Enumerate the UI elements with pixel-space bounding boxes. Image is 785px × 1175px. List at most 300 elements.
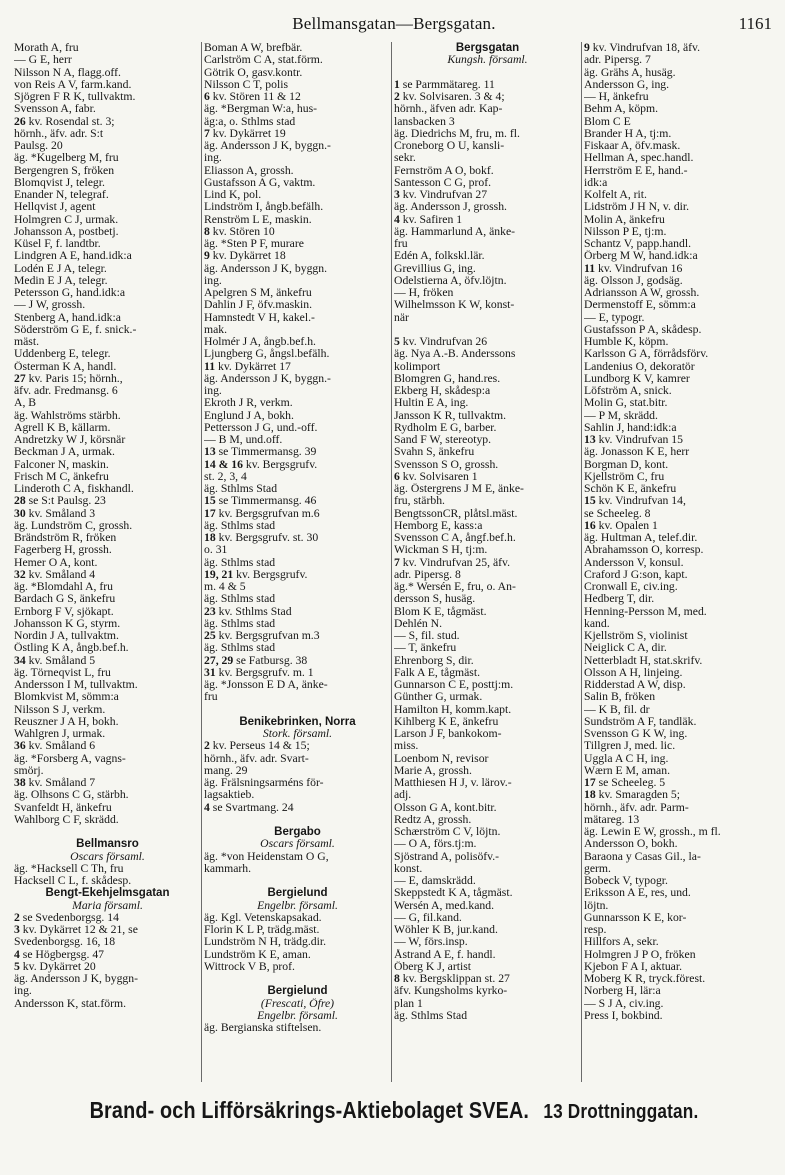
column-divider xyxy=(391,42,392,1082)
property-number: 2 xyxy=(394,91,400,103)
directory-entry: Wahlborg C F, skrädd. xyxy=(14,813,119,826)
directory-entry: Svensson A, fabr. xyxy=(14,103,96,116)
directory-entry: — K B, fil. dr xyxy=(584,703,650,716)
directory-entry: Fagerberg H, grossh. xyxy=(14,544,112,557)
directory-entry: Lindgren A E, hand.idk:a xyxy=(14,250,132,263)
directory-entry: Günther G, urmak. xyxy=(394,691,483,704)
directory-entry: Ehrenborg S, dir. xyxy=(394,654,474,667)
directory-entry: se Scheeleg. 8 xyxy=(584,507,651,520)
directory-entry: 27, 29 se Fatbursg. 38 xyxy=(204,654,308,667)
directory-entry: Lidström J H N, v. dir. xyxy=(584,201,690,214)
directory-entry: idk:a xyxy=(584,176,608,189)
directory-entry: Hultin E A, ing. xyxy=(394,397,469,410)
directory-entry: Åstrand A E, f. handl. xyxy=(394,948,496,961)
property-number: 13 xyxy=(584,434,596,446)
property-number: 18 xyxy=(204,532,216,544)
directory-entry: äfv. adr. Fredmansg. 6 xyxy=(14,385,118,397)
directory-entry: Svensson G K W, ing. xyxy=(584,728,688,740)
directory-entry: Enander N, telegraf. xyxy=(14,189,109,201)
advertisement-text: Brand- och Lifförsäkrings-Aktiebolaget SVEA. xyxy=(89,1097,530,1123)
directory-entry: äg. *Kugelberg M, fru xyxy=(14,152,119,165)
directory-entry: äg. *Jonsson E D A, änke- xyxy=(204,679,328,691)
directory-entry: Wöhler K B, jur.kand. xyxy=(394,924,498,936)
directory-entry: 31 kv. Bergsgrufv. m. 1 xyxy=(204,666,314,679)
directory-entry: fru xyxy=(394,238,408,250)
running-title: Bellmansgatan—Bergsgatan. xyxy=(292,14,496,33)
directory-entry: 2 se Svedenborgsg. 14 xyxy=(14,911,119,924)
directory-entry: Nilsson P E, tj:m. xyxy=(584,225,667,238)
property-number: 8 xyxy=(394,973,400,985)
parish-label: Kungsh. församl. xyxy=(447,54,528,67)
directory-entry: hörnh., äfv. adr. Parm- xyxy=(584,801,689,814)
directory-entry: Norberg H, lär:a xyxy=(584,985,661,998)
directory-entry: när xyxy=(394,311,409,324)
directory-entry: — J W, grossh. xyxy=(14,299,86,312)
directory-entry: Adriansson A W, grossh. xyxy=(584,287,700,299)
directory-entry: 2 kv. Solvisaren. 3 & 4; xyxy=(394,91,505,103)
property-number: 38 xyxy=(14,777,26,789)
property-number: 3 xyxy=(394,189,400,201)
blank-line xyxy=(394,324,581,336)
directory-entry: Ridderstad A W, disp. xyxy=(584,679,686,691)
directory-entry: Schærström C V, löjtn. xyxy=(394,826,501,838)
directory-entry: Blomkvist M, sömm:a xyxy=(14,691,119,704)
directory-entry: Pettersson J G, und.-off. xyxy=(204,421,318,434)
directory-entry: Salin B, fröken xyxy=(584,691,656,704)
street-heading: Bergielund xyxy=(267,887,328,900)
directory-entry: Sundström A F, tandläk. xyxy=(584,715,697,728)
directory-columns xyxy=(14,42,774,1087)
directory-entry: kand. xyxy=(584,617,610,630)
directory-entry: Fernström A O, bokf. xyxy=(394,164,494,177)
directory-entry: Dermenstoff E, sömm:a xyxy=(584,299,696,312)
directory-entry: Loenbom N, revisor xyxy=(394,752,489,765)
directory-entry: 2 kv. Perseus 14 & 15; xyxy=(204,740,310,753)
directory-entry: adj. xyxy=(394,789,412,802)
directory-entry: Apelgren S M, änkefru xyxy=(204,287,312,299)
directory-entry: äg:a, o. Sthlms stad xyxy=(204,115,296,128)
directory-entry: fru, stärbh. xyxy=(394,495,445,508)
directory-entry: Holmgren J P O, fröken xyxy=(584,948,696,961)
street-heading: Bergielund xyxy=(267,985,328,998)
directory-entry: — S, fil. stud. xyxy=(394,630,460,642)
street-heading: Bergabo xyxy=(274,826,321,838)
directory-entry: Neiglick C A, dir. xyxy=(584,642,667,655)
parish-label: (Frescati, Öfre) xyxy=(260,997,335,1010)
directory-entry: äg. Sthlms stad xyxy=(204,593,276,606)
directory-entry: äg. *Blomdahl A, fru xyxy=(14,581,114,593)
directory-entry: Humble K, köpm. xyxy=(584,336,669,348)
directory-entry: Hemer O A, kont. xyxy=(14,556,98,569)
directory-entry: Johansson A, postbetj. xyxy=(14,225,119,238)
directory-entry: äg. Frälsningsarméns för- xyxy=(204,777,324,789)
street-heading: Benikebrinken, Norra xyxy=(239,715,356,728)
directory-entry: 36 kv. Småland 6 xyxy=(14,740,96,753)
directory-entry: Gunnarson C E, posttj:m. xyxy=(394,679,514,691)
property-number: 4 xyxy=(14,948,20,961)
directory-entry: Wærn E M, aman. xyxy=(584,764,671,777)
blank-line xyxy=(204,814,391,826)
directory-entry: 5 kv. Vindrufvan 26 xyxy=(394,336,488,348)
directory-entry: Lundström K E, aman. xyxy=(204,948,311,961)
directory-entry: hörnh., äfven adr. Kap- xyxy=(394,103,503,116)
directory-entry: ing. xyxy=(14,985,32,998)
property-number: 7 xyxy=(394,556,400,569)
directory-entry: Blom C E xyxy=(584,115,631,128)
directory-entry: dersson S, husäg. xyxy=(394,593,476,606)
directory-entry: mak. xyxy=(204,323,228,336)
directory-entry: Lind K, pol. xyxy=(204,189,262,201)
directory-entry: Lodén E J A, telegr. xyxy=(14,262,107,275)
directory-entry: Petersson G, hand.idk:a xyxy=(14,287,126,299)
blank-line xyxy=(14,826,201,838)
directory-entry: 13 se Timmermansg. 39 xyxy=(204,446,317,459)
directory-entry: 5 kv. Dykärret 20 xyxy=(14,960,96,973)
directory-entry: 16 kv. Opalen 1 xyxy=(584,519,658,532)
directory-entry: Santesson C G, prof. xyxy=(394,176,492,189)
directory-entry: äg. Sthlms stad xyxy=(204,519,276,532)
directory-entry: Uggla A C H, ing. xyxy=(584,752,669,765)
directory-entry: 8 kv. Bergsklippan st. 27 xyxy=(394,973,510,985)
directory-entry: Baraona y Casas Gil., la- xyxy=(584,850,701,863)
directory-entry: kolimport xyxy=(394,360,441,373)
directory-entry: 28 se S:t Paulsg. 23 xyxy=(14,495,106,508)
directory-entry: äg. *von Heidenstam O G, xyxy=(204,850,329,863)
directory-entry: Lindström I, ångb.befälh. xyxy=(204,201,324,214)
property-number: 5 xyxy=(394,336,400,348)
directory-entry: Craford J G:son, kapt. xyxy=(584,568,688,581)
directory-entry: smörj. xyxy=(14,764,44,777)
property-number: 6 xyxy=(204,91,210,103)
directory-entry: 17 kv. Bergsgrufvan m.6 xyxy=(204,507,320,520)
directory-entry: Svedenborgsg. 16, 18 xyxy=(14,936,116,949)
directory-entry: 17 se Scheeleg. 5 xyxy=(584,777,666,789)
directory-entry: Johansson K G, styrm. xyxy=(14,617,121,630)
directory-entry: äg. Andersson J K, byggn.- xyxy=(204,372,331,385)
property-number: 28 xyxy=(14,495,26,508)
directory-entry: 30 kv. Småland 3 xyxy=(14,507,96,520)
directory-entry: 3 kv. Dykärret 12 & 21, se xyxy=(14,924,138,936)
directory-entry: m. 4 & 5 xyxy=(204,581,246,593)
directory-entry: Schön K E, änkefru xyxy=(584,483,677,495)
directory-entry: 3 kv. Vindrufvan 27 xyxy=(394,189,488,201)
directory-entry: Olsson A H, linjeing. xyxy=(584,666,683,679)
directory-entry: Grevillius G, ing. xyxy=(394,262,476,275)
directory-entry: resp. xyxy=(584,924,607,936)
directory-entry: Bergengren S, fröken xyxy=(14,164,115,177)
property-number: 6 xyxy=(394,470,400,483)
directory-entry: Nilsson S J, verkm. xyxy=(14,703,106,716)
directory-entry: Ernborg F V, sjökapt. xyxy=(14,605,114,618)
directory-entry: 11 kv. Dykärret 17 xyxy=(204,360,291,373)
directory-entry: Svensson C A, ångf.bef.h. xyxy=(394,532,516,544)
directory-entry: äg. Olhsons C G, stärbh. xyxy=(14,789,129,802)
directory-entry: Tillgren J, med. lic. xyxy=(584,740,676,753)
directory-entry: 15 kv. Vindrufvan 14, xyxy=(584,495,686,508)
property-number: 26 xyxy=(14,115,26,128)
directory-entry: Hamnstedt V H, kakel.- xyxy=(204,311,315,324)
property-number: 23 xyxy=(204,605,216,618)
directory-entry: Olsson G A, kont.bitr. xyxy=(394,801,497,814)
directory-entry: Molin G, stat.bitr. xyxy=(584,397,668,410)
directory-entry: 26 kv. Rosendal st. 3; xyxy=(14,115,115,128)
directory-entry: äg. Grähs A, husäg. xyxy=(584,66,676,79)
property-number: 7 xyxy=(204,127,210,140)
directory-entry: 23 kv. Sthlms Stad xyxy=(204,605,292,618)
property-number: 31 xyxy=(204,666,216,679)
property-number: 2 xyxy=(14,911,20,924)
directory-entry: Gustafsson P A, skådesp. xyxy=(584,323,702,336)
directory-entry: Nordin J A, tullvaktm. xyxy=(14,630,119,642)
directory-entry: Skeppstedt K A, tågmäst. xyxy=(394,887,513,900)
directory-entry: Herrström E E, hand.- xyxy=(584,164,688,177)
directory-entry: Gunnarsson K E, kor- xyxy=(584,911,687,924)
directory-entry: Bardach G S, änkefru xyxy=(14,593,116,606)
blank-line xyxy=(394,67,581,79)
page-header xyxy=(14,14,774,38)
directory-entry: Bobeck V, typogr. xyxy=(584,875,668,887)
directory-entry: Eriksson A E, res, und. xyxy=(584,887,691,900)
property-number: 19, 21 xyxy=(204,568,234,581)
property-number: 2 xyxy=(204,740,210,753)
directory-entry: 34 kv. Småland 5 xyxy=(14,654,96,667)
directory-entry: Lundström N H, trädg.dir. xyxy=(204,936,327,949)
directory-entry: Hemborg E, kass:a xyxy=(394,519,483,532)
directory-entry: 4 se Högbergsg. 47 xyxy=(14,948,105,961)
directory-entry: Larson J F, bankokom- xyxy=(394,728,502,740)
directory-column-4 xyxy=(584,42,771,1087)
directory-entry: Blomgren G, hand.res. xyxy=(394,372,501,385)
parish-label: Stork. församl. xyxy=(262,728,333,740)
parish-label: Engelbr. församl. xyxy=(257,899,338,912)
directory-entry: 1 se Parmmätareg. 11 xyxy=(394,78,495,91)
directory-entry: 8 kv. Stören 10 xyxy=(204,225,275,238)
page-number: 1161 xyxy=(738,14,772,33)
directory-entry: 32 kv. Småland 4 xyxy=(14,568,96,581)
directory-entry: 18 kv. Bergsgrufv. st. 30 xyxy=(204,532,319,544)
directory-entry: Kolfelt A, rit. xyxy=(584,189,647,201)
directory-entry: äg. Diedrichs M, fru, m. fl. xyxy=(394,127,520,140)
directory-entry: äg. Sthlms Stad xyxy=(204,483,278,495)
directory-entry: Holmér J A, ångb.bef.h. xyxy=(204,336,316,348)
property-number: 17 xyxy=(584,777,596,789)
footer-advertisement xyxy=(67,1097,721,1124)
directory-entry: äg. Olsson J, godsäg. xyxy=(584,274,683,287)
directory-entry: Sjögren F R K, tullvaktm. xyxy=(14,91,136,103)
directory-entry: — O A, förs.tj:m. xyxy=(394,838,477,851)
parish-label: Oscars församl. xyxy=(70,850,145,863)
directory-entry: Wilhelmsson K W, konst- xyxy=(394,299,515,312)
property-number: 1 xyxy=(394,78,400,91)
directory-entry: Stenberg A, hand.idk:a xyxy=(14,311,121,324)
directory-entry: Carlström C A, stat.förm. xyxy=(204,54,323,67)
directory-entry: Öberg K J, artist xyxy=(394,960,472,973)
directory-entry: Nilsson C T, polis xyxy=(204,78,288,91)
directory-entry: Hillfors A, sekr. xyxy=(584,936,659,949)
directory-entry: adr. Pipersg. 8 xyxy=(394,568,461,581)
property-number: 9 xyxy=(204,250,210,263)
directory-entry: äg. Andersson J K, byggn.- xyxy=(204,140,331,152)
directory-entry: Örberg M W, hand.idk:a xyxy=(584,250,698,263)
directory-entry: äg. *Hacksell C Th, fru xyxy=(14,862,124,875)
directory-entry: lansbacken 3 xyxy=(394,115,455,128)
property-number: 11 xyxy=(204,360,216,373)
directory-entry: lagsaktieb. xyxy=(204,789,255,802)
directory-entry: — W, förs.insp. xyxy=(394,936,468,949)
directory-entry: sekr. xyxy=(394,152,416,165)
directory-entry: 7 kv. Vindrufvan 25, äfv. xyxy=(394,556,511,569)
directory-entry: kammarh. xyxy=(204,862,252,875)
directory-entry: Wersén A, med.kand. xyxy=(394,899,494,912)
directory-entry: Östling K A, ångb.bef.h. xyxy=(14,642,129,655)
directory-entry: äg. Nya A.-B. Anderssons xyxy=(394,348,516,361)
parish-label: Maria församl. xyxy=(72,899,143,912)
property-number: 9 xyxy=(584,42,590,54)
directory-entry: Andretzky W J, körsnär xyxy=(14,434,126,446)
property-number: 5 xyxy=(14,960,20,973)
property-number: 27 xyxy=(14,372,26,385)
directory-entry: Andersson V, konsul. xyxy=(584,556,684,569)
directory-entry: Ljungberg G, ångsl.befälh. xyxy=(204,348,330,361)
directory-entry: ing. xyxy=(204,152,222,165)
directory-entry: Andersson K, stat.förm. xyxy=(14,997,126,1010)
directory-entry: Hamilton H, komm.kapt. xyxy=(394,703,512,716)
property-number: 36 xyxy=(14,740,26,753)
property-number: 3 xyxy=(14,924,20,936)
directory-entry: 18 kv. Smaragden 5; xyxy=(584,789,680,802)
property-number: 14 & 16 xyxy=(204,458,243,471)
directory-entry: Karlsson G A, förrådsförv. xyxy=(584,348,709,361)
directory-entry: Hellman A, spec.handl. xyxy=(584,152,694,165)
directory-entry: Wahlgren J, urmak. xyxy=(14,728,106,740)
directory-entry: von Reis A V, farm.kand. xyxy=(14,78,132,91)
directory-entry: 15 se Timmermansg. 46 xyxy=(204,495,317,508)
property-number: 17 xyxy=(204,507,216,520)
directory-entry: plan 1 xyxy=(394,997,423,1010)
property-number: 25 xyxy=(204,630,216,642)
directory-entry: äg. *Sten P F, murare xyxy=(204,238,304,250)
directory-entry: Falk A E, tågmäst. xyxy=(394,666,481,679)
directory-entry: Florin K L P, trädg.mäst. xyxy=(204,924,320,936)
directory-entry: ing. xyxy=(204,385,222,397)
directory-entry: äg. Lewin E W, grossh., m fl. xyxy=(584,826,721,838)
directory-entry: 11 kv. Vindrufvan 16 xyxy=(584,262,683,275)
directory-entry: Frisch M C, änkefru xyxy=(14,470,109,483)
directory-entry: 6 kv. Stören 11 & 12 xyxy=(204,91,301,103)
directory-entry: Ekberg H, skådesp:a xyxy=(394,385,491,397)
directory-entry: Morath A, fru xyxy=(14,42,79,54)
directory-entry: Österman K A, handl. xyxy=(14,360,117,373)
directory-entry: Svensson S O, grossh. xyxy=(394,458,499,471)
directory-entry: Matthiesen H J, v. lärov.- xyxy=(394,777,512,789)
directory-entry: Landenius O, dekoratör xyxy=(584,360,695,373)
directory-entry: 4 kv. Safiren 1 xyxy=(394,213,463,226)
directory-entry: Croneborg O U, kansli- xyxy=(394,140,505,152)
directory-entry: 9 kv. Vindrufvan 18, äfv. xyxy=(584,42,701,54)
directory-entry: Hacksell C L, f. skådesp. xyxy=(14,875,132,887)
blank-line xyxy=(204,704,391,716)
property-number: 13 xyxy=(204,446,216,459)
directory-entry: äg. Wahlströms stärbh. xyxy=(14,409,121,422)
directory-entry: Brander H A, tj:m. xyxy=(584,127,672,140)
directory-entry: Hellqvist J, agent xyxy=(14,201,96,214)
directory-entry: äg. Bergianska stiftelsen. xyxy=(204,1022,322,1034)
directory-entry: Blom K E, tågmäst. xyxy=(394,605,487,618)
directory-entry: Boman A W, brefbär. xyxy=(204,42,303,54)
directory-entry: Kjellström C, fru xyxy=(584,470,665,483)
directory-entry: — G, fil.kand. xyxy=(394,911,462,924)
directory-entry: Netterbladt H, stat.skrifv. xyxy=(584,654,703,667)
directory-entry: 4 se Svartmang. 24 xyxy=(204,801,294,814)
directory-entry: Gustafsson A G, vaktm. xyxy=(204,176,316,189)
directory-entry: hörnh., äfv. adr. S:t xyxy=(14,127,104,140)
parish-label: Oscars församl. xyxy=(260,838,335,851)
directory-entry: 38 kv. Småland 7 xyxy=(14,777,96,789)
directory-entry: Eliasson A, grossh. xyxy=(204,164,294,177)
directory-entry: äg. Jonasson K E, herr xyxy=(584,446,690,459)
directory-entry: Andersson I M, tullvaktm. xyxy=(14,679,138,691)
directory-entry: — E, damskrädd. xyxy=(394,875,476,887)
directory-entry: adr. Pipersg. 7 xyxy=(584,54,651,67)
directory-entry: Ekroth J R, verkm. xyxy=(204,397,293,410)
directory-entry: mätareg. 13 xyxy=(584,813,640,826)
directory-entry: o. 31 xyxy=(204,544,228,557)
directory-entry: Rydholm E G, barber. xyxy=(394,421,497,434)
directory-entry: äg. Andersson J K, byggn. xyxy=(204,262,328,275)
directory-entry: Löfström A, snick. xyxy=(584,385,672,397)
directory-entry: äg. Sthlms stad xyxy=(204,642,276,655)
directory-entry: äg. Andersson J K, byggn- xyxy=(14,973,139,985)
blank-line xyxy=(204,875,391,887)
directory-entry: Agrell K B, källarm. xyxy=(14,421,111,434)
directory-entry: Dahlin J F, öfv.maskin. xyxy=(204,299,313,312)
directory-entry: Blomqvist J, telegr. xyxy=(14,176,105,189)
directory-entry: Wittrock V B, prof. xyxy=(204,960,295,973)
property-number: 15 xyxy=(584,495,596,508)
directory-column-2 xyxy=(204,42,391,1087)
directory-entry: äg. Kgl. Vetenskapsakad. xyxy=(204,911,322,924)
directory-entry: Uddenberg E, telegr. xyxy=(14,348,111,361)
directory-entry: Svahn S, änkefru xyxy=(394,446,475,459)
directory-entry: Henning-Persson M, med. xyxy=(584,605,707,618)
directory-entry: st. 2, 3, 4 xyxy=(204,470,247,483)
directory-entry: Jansson K R, tullvaktm. xyxy=(394,409,507,422)
directory-entry: Falconer N, maskin. xyxy=(14,458,109,471)
directory-entry: Press I, bokbind. xyxy=(584,1009,663,1022)
directory-entry: — P M, skrädd. xyxy=(584,409,658,422)
column-divider xyxy=(201,42,202,1082)
directory-entry: Sand F W, stereotyp. xyxy=(394,434,492,446)
directory-entry: Sjöstrand A, polisöfv.- xyxy=(394,850,500,863)
directory-entry: — H, änkefru xyxy=(584,91,649,103)
directory-entry: Molin A, änkefru xyxy=(584,213,665,226)
directory-entry: äg. Sthlms stad xyxy=(204,556,276,569)
directory-entry: mäst. xyxy=(14,336,39,348)
directory-entry: 27 kv. Paris 15; hörnh., xyxy=(14,372,123,385)
directory-entry: Andersson G, ing. xyxy=(584,78,670,91)
directory-entry: 25 kv. Bergsgrufvan m.3 xyxy=(204,630,320,642)
directory-entry: Beckman J A, urmak. xyxy=(14,446,115,459)
directory-entry: äfv. Kungsholms kyrko- xyxy=(394,985,508,998)
directory-entry: löjtn. xyxy=(584,899,609,912)
property-number: 8 xyxy=(204,225,210,238)
directory-entry: äg. Törneqvist L, fru xyxy=(14,666,111,679)
street-heading: Bergsgatan xyxy=(455,42,520,54)
directory-entry: germ. xyxy=(584,862,611,875)
property-number: 27, 29 xyxy=(204,654,234,667)
directory-entry: 14 & 16 kv. Bergsgrufv. xyxy=(204,458,318,471)
directory-entry: äg. Sthlms Stad xyxy=(394,1009,468,1022)
